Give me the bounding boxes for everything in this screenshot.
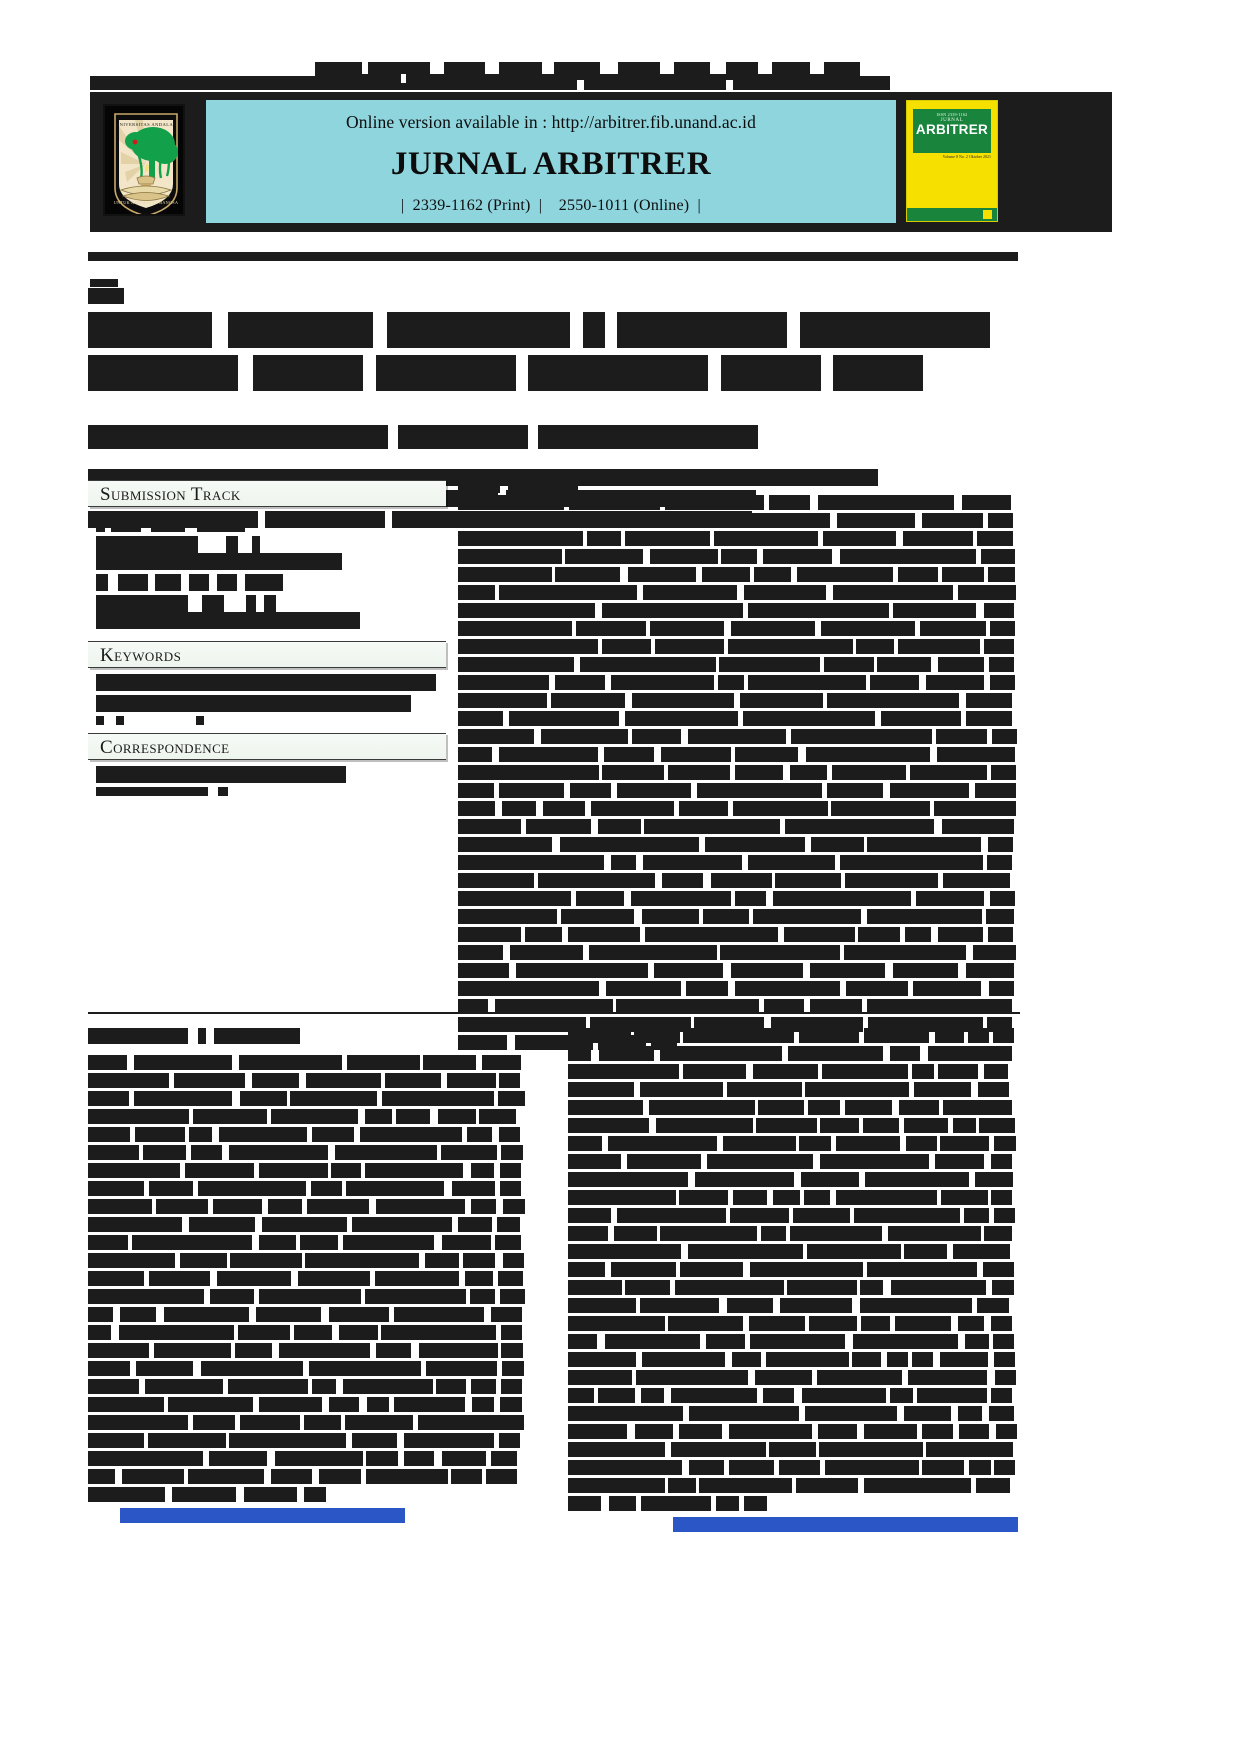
doi-line	[88, 252, 1018, 261]
submission-track-label: Submission Track	[100, 484, 241, 505]
body-column-right	[568, 1028, 1020, 1532]
svg-text:UNTUK KEDJAJAAN BANGSA: UNTUK KEDJAJAAN BANGSA	[113, 200, 179, 205]
cover-volume-line: Volume 8 No. 2 Oktober 2021	[942, 154, 991, 159]
abstract-block	[458, 478, 1020, 1053]
submission-track-body	[88, 507, 446, 641]
redacted-line	[88, 1271, 528, 1286]
redacted-line	[568, 1082, 1020, 1097]
redacted-line	[458, 675, 1020, 690]
body-column-left	[88, 1028, 528, 1523]
cover-issn: ISSN 2339-1162	[936, 112, 968, 117]
redacted-line	[88, 1325, 528, 1340]
redacted-line	[568, 1316, 1020, 1331]
submission-line-1	[96, 515, 446, 532]
svg-text:UNIVERSITAS ANDALAS: UNIVERSITAS ANDALAS	[115, 122, 177, 127]
redacted-line	[458, 765, 1020, 780]
issn-print: 2339-1162 (Print)	[412, 197, 531, 214]
submission-line-2	[96, 536, 446, 553]
redacted-line	[88, 1397, 528, 1412]
running-head	[90, 60, 1112, 92]
redacted-line	[458, 801, 1020, 816]
redacted-line	[88, 1433, 528, 1448]
redacted-line	[568, 1262, 1020, 1277]
redacted-line	[568, 1496, 1020, 1511]
body-right-text	[568, 1028, 1020, 1511]
issn-sep-3: |	[697, 197, 701, 214]
redacted-line	[568, 1190, 1020, 1205]
redacted-line	[568, 1172, 1020, 1187]
keywords-line-1	[96, 674, 436, 691]
redacted-line	[568, 1028, 1020, 1043]
redacted-line	[458, 711, 1020, 726]
redacted-line	[88, 1289, 528, 1304]
keywords-label: Keywords	[100, 645, 182, 666]
online-version-line: Online version available in : http://arbitrer.fib.unand.ac.id	[346, 112, 756, 132]
journal-header	[90, 92, 1112, 232]
redacted-line	[458, 963, 1020, 978]
redacted-line	[568, 1046, 1020, 1061]
journal-title: JURNAL ARBITRER	[390, 146, 712, 182]
redacted-line	[88, 1379, 528, 1394]
redacted-line	[458, 945, 1020, 960]
keywords-line-2	[96, 695, 411, 712]
redacted-line	[88, 1217, 528, 1232]
article-type-tag	[88, 279, 1018, 304]
redacted-line	[458, 783, 1020, 798]
redacted-line	[458, 855, 1020, 870]
article-sidebar	[88, 480, 446, 804]
redacted-line	[88, 1307, 528, 1322]
redacted-line	[458, 819, 1020, 834]
redacted-line	[88, 1199, 528, 1214]
redacted-line	[458, 567, 1020, 582]
correspondence-body	[88, 760, 446, 804]
footnote-link-left[interactable]	[120, 1508, 405, 1523]
redacted-line	[458, 747, 1020, 762]
issn-line	[206, 197, 896, 215]
redacted-line	[458, 657, 1020, 672]
redacted-line	[458, 585, 1020, 600]
author-list	[88, 425, 1018, 449]
redacted-line	[458, 837, 1020, 852]
redacted-line	[568, 1388, 1020, 1403]
redacted-line	[88, 1127, 528, 1142]
redacted-line	[88, 1361, 528, 1376]
redacted-line	[458, 909, 1020, 924]
redacted-line	[458, 639, 1020, 654]
redacted-line	[458, 927, 1020, 942]
redacted-line	[88, 1469, 528, 1484]
redacted-line	[88, 1109, 528, 1124]
redacted-line	[568, 1064, 1020, 1079]
cover-label-main: ARBITRER	[915, 122, 989, 137]
redacted-line	[568, 1352, 1020, 1367]
redacted-line	[568, 1370, 1020, 1385]
redacted-line	[458, 981, 1020, 996]
redacted-line	[568, 1226, 1020, 1241]
redacted-line	[88, 1181, 528, 1196]
redacted-line	[458, 495, 1020, 510]
cover-label-small: JURNAL	[940, 118, 964, 123]
redacted-line	[88, 1091, 528, 1106]
redacted-line	[568, 1478, 1020, 1493]
article-title-line-2	[88, 355, 1018, 391]
redacted-line	[88, 1055, 528, 1070]
redacted-line	[458, 873, 1020, 888]
redacted-line	[88, 1235, 528, 1250]
issn-sep-2: |	[538, 197, 543, 214]
correspondence-label: Correspondence	[100, 737, 230, 758]
submission-line-3	[96, 553, 342, 570]
redacted-line	[458, 891, 1020, 906]
redacted-line	[568, 1442, 1020, 1457]
section-header-keywords	[88, 641, 446, 668]
redacted-line	[88, 1163, 528, 1178]
redacted-line	[568, 1334, 1020, 1349]
body-top-rule	[88, 1012, 1020, 1014]
redacted-line	[568, 1424, 1020, 1439]
redacted-line	[568, 1244, 1020, 1259]
redacted-line	[458, 549, 1020, 564]
section-header-correspondence	[88, 733, 446, 760]
keywords-line-3	[96, 716, 446, 725]
redacted-line	[458, 603, 1020, 618]
redacted-line	[458, 531, 1020, 546]
redacted-line	[568, 1298, 1020, 1313]
keywords-body	[88, 668, 446, 733]
correspondence-line-1	[96, 766, 346, 783]
cover-green-band	[913, 109, 991, 153]
body-left-text	[88, 1055, 528, 1502]
redacted-line	[568, 1100, 1020, 1115]
section-header-submission-track	[88, 480, 446, 507]
section-heading-left	[88, 1028, 528, 1045]
redacted-line	[568, 1154, 1020, 1169]
redacted-line	[568, 1280, 1020, 1295]
submission-line-4	[96, 574, 446, 591]
submission-line-5	[96, 595, 446, 612]
issn-online: 2550-1011 (Online)	[558, 197, 690, 214]
redacted-line	[568, 1406, 1020, 1421]
redacted-line	[88, 1145, 528, 1160]
redacted-line	[568, 1118, 1020, 1133]
jurnal-arbitrer-cover	[906, 100, 998, 222]
redacted-line	[458, 693, 1020, 708]
journal-banner	[206, 100, 896, 223]
footnote-link-right[interactable]	[673, 1517, 1018, 1532]
redacted-line	[88, 1487, 528, 1502]
redacted-line	[88, 1253, 528, 1268]
redacted-line	[568, 1136, 1020, 1151]
correspondence-line-2	[96, 787, 446, 796]
submission-line-6	[96, 612, 360, 629]
abstract-text	[458, 495, 1020, 1050]
redacted-line	[88, 1451, 528, 1466]
universitas-andalas-logo	[103, 104, 185, 216]
redacted-line	[88, 1073, 528, 1088]
abstract-heading	[458, 478, 1020, 495]
redacted-line	[88, 1343, 528, 1358]
redacted-line	[568, 1460, 1020, 1475]
redacted-line	[568, 1208, 1020, 1223]
redacted-line	[458, 621, 1020, 636]
cover-foot-square	[983, 210, 992, 219]
article-title-line-1	[88, 312, 1018, 348]
redacted-line	[458, 729, 1020, 744]
redacted-line	[458, 513, 1020, 528]
issn-sep-1: |	[401, 197, 405, 214]
redacted-line	[88, 1415, 528, 1430]
